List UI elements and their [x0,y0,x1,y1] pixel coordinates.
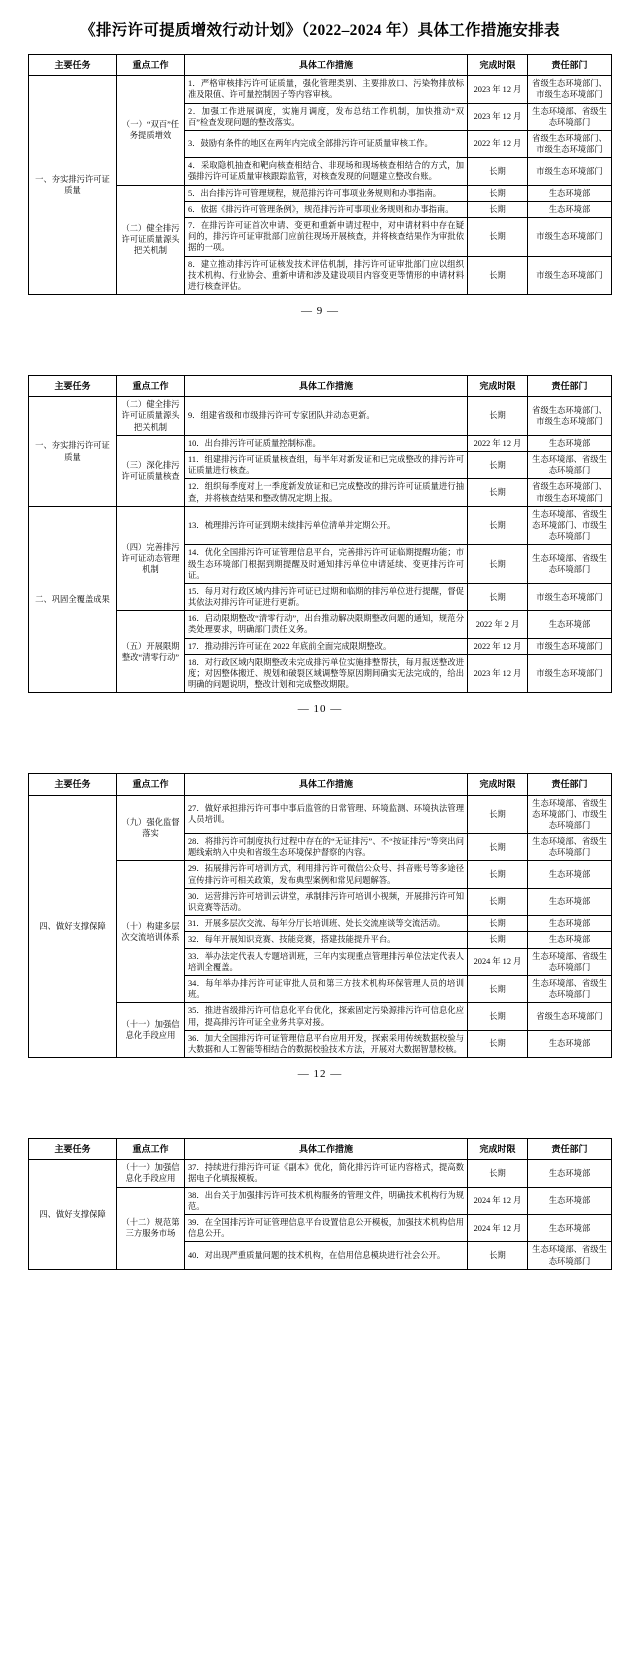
table-section-3 [0,773,640,1080]
measures-table-4 [28,1138,612,1270]
department-cell: 生态环境部、省级生态环境部门 [528,545,612,584]
deadline-cell: 2023 年 12 月 [468,103,528,130]
measure-cell: 28．将排污许可制度执行过程中存在的“无证排污”、不“按证排污”等突出问题线索纳入中央和省级生态环境保护督察的内容。 [185,834,468,861]
deadline-cell: 长期 [468,888,528,915]
column-header-focus: 重点工作 [117,774,185,795]
department-cell: 市级生态环境部门 [528,256,612,295]
table-row [29,611,612,638]
page-number: — 12 — [297,1068,343,1081]
table-row [29,185,612,201]
table-row [29,506,612,545]
deadline-cell: 长期 [468,479,528,506]
measure-cell: 14．优化全国排污许可证管理信息平台，完善排污许可证临期提醒功能；市级生态环境部门根据到期提醒及时通知排污单位申请延续、变更排污许可证。 [185,545,468,584]
focus-cell: （二）健全排污许可证质量源头把关机制 [117,397,185,436]
measure-cell: 31．开展多层次交流、每年分厅长培训班、处长交流座谈等交流活动。 [185,916,468,932]
column-header-deadline: 完成时限 [468,1139,528,1160]
column-header-department: 责任部门 [528,376,612,397]
department-cell: 市级生态环境部门 [528,158,612,185]
measure-cell: 16．启动限期整改“清零行动”，出台推动解决限期整改问题的通知，规范分类处理要求，明确部门责任义务。 [185,611,468,638]
column-header-task: 主要任务 [29,55,117,76]
department-cell: 生态环境部 [528,1160,612,1187]
deadline-cell: 2024 年 12 月 [468,1187,528,1214]
deadline-cell: 2022 年 12 月 [468,638,528,654]
column-header-measure: 具体工作措施 [185,774,468,795]
deadline-cell: 2022 年 12 月 [468,435,528,451]
department-cell: 生态环境部 [528,435,612,451]
column-header-measure: 具体工作措施 [185,1139,468,1160]
department-cell: 省级生态环境部门、市级生态环境部门 [528,130,612,157]
focus-cell: （三）深化排污许可证质量核查 [117,435,185,506]
task-cell: 一、夯实排污许可证质量 [29,76,117,295]
measure-cell: 2．加强工作进展调度，实施月调度，发布总结工作机制，加快推动“双百”检查发现问题的整改落实。 [185,103,468,130]
deadline-cell: 长期 [468,397,528,436]
table-row [29,795,612,834]
department-cell: 市级生态环境部门 [528,218,612,257]
measure-cell: 3．鼓励有条件的地区在两年内完成全部排污许可证质量审核工作。 [185,130,468,157]
measure-cell: 32．每年开展知识竞赛、技能竞赛，搭建技能提升平台。 [185,932,468,948]
column-header-task: 主要任务 [29,376,117,397]
table-row [29,861,612,888]
measure-cell: 37．持续进行排污许可证《副本》优化，简化排污许可证内容格式，提高数据电子化填报模板。 [185,1160,468,1187]
deadline-cell: 2024 年 12 月 [468,1215,528,1242]
department-cell: 市级生态环境部门 [528,654,612,693]
department-cell: 省级生态环境部门、市级生态环境部门 [528,397,612,436]
deadline-cell: 长期 [468,545,528,584]
measure-cell: 38．出台关于加强排污许可技术机构服务的管理文件，明确技术机构行为规范。 [185,1187,468,1214]
focus-cell: （九）强化监督落实 [117,795,185,861]
deadline-cell: 长期 [468,158,528,185]
column-header-department: 责任部门 [528,1139,612,1160]
table-section-2 [0,375,640,715]
measure-cell: 36．加大全国排污许可证管理信息平台应用开发，探索采用传统数据校验与大数据和人工智能等相结合的数据校验技术方法，开展对大数据智慧校核。 [185,1030,468,1057]
measure-cell: 18．对行政区域内限期整改未完成排污单位实施排整帮扶，每月报送整改进度；对因整体搬迁、规划和破裂区域调整等原因期间确实无法完成的，给出明确的问题说明，整改计划和完成整改期限。 [185,654,468,693]
measure-cell: 15．每月对行政区域内排污许可证已过期和临期的排污单位进行提醒，督促其依法对排污许可证进行更新。 [185,583,468,610]
deadline-cell: 长期 [468,975,528,1002]
focus-cell: （五）开展限期整改“清零行动” [117,611,185,693]
measure-cell: 6．依据《排污许可管理条例》，规范排污许可事项业务规则和办事指南。 [185,201,468,217]
column-header-deadline: 完成时限 [468,376,528,397]
measure-cell: 27．做好承担排污许可事中事后监管的日常管理、环境监测、环境执法管理人员培训。 [185,795,468,834]
department-cell: 市级生态环境部门 [528,638,612,654]
table-row [29,435,612,451]
measure-cell: 35．推进省级排污许可信息化平台优化，探索固定污染源排污许可信息化应用，提高排污许可证全业务共享对接。 [185,1003,468,1030]
focus-cell: （四）完善排污许可证动态管理机制 [117,506,185,611]
department-cell: 生态环境部、省级生态环境部门 [528,948,612,975]
measure-cell: 5．出台排污许可管理规程，规范排污许可事项业务规则和办事指南。 [185,185,468,201]
task-cell: 四、做好支撑保障 [29,1160,117,1270]
measure-cell: 9．组建省级和市级排污许可专家团队并动态更新。 [185,397,468,436]
measure-cell: 8．建立推动排污许可证核发技术评估机制，排污许可证审批部门应以组织技术机构、行业协会、重新申请和涉及建设项目内容变更等情形的申请材料进行核查评估。 [185,256,468,295]
department-cell: 省级生态环境部门、市级生态环境部门 [528,76,612,103]
measure-cell: 11．组建排污许可证质量核查组，每半年对新发证和已完成整改的排污许可证质量进行核查。 [185,452,468,479]
department-cell: 生态环境部 [528,932,612,948]
deadline-cell: 长期 [468,452,528,479]
page-break-1 [0,317,640,375]
page-title: 《排污许可提质增效行动计划》（2022–2024 年）具体工作措施安排表 [80,22,560,39]
department-cell: 生态环境部 [528,1187,612,1214]
department-cell: 生态环境部 [528,201,612,217]
table-row [29,1187,612,1214]
column-header-measure: 具体工作措施 [185,55,468,76]
deadline-cell: 长期 [468,861,528,888]
measure-cell: 33．举办法定代表人专题培训班，三年内实现重点管理排污单位法定代表人培训全覆盖。 [185,948,468,975]
department-cell: 市级生态环境部门 [528,583,612,610]
deadline-cell: 长期 [468,916,528,932]
column-header-task: 主要任务 [29,1139,117,1160]
table-header-row [29,376,612,397]
measure-cell: 30．运营排污许可培训云讲堂，承制排污许可培训小视频，开展排污许可知识竞赛等活动。 [185,888,468,915]
department-cell: 生态环境部、省级生态环境部门 [528,452,612,479]
measure-cell: 39．在全国排污许可证管理信息平台设置信息公开模板，加强技术机构信用信息公开。 [185,1215,468,1242]
deadline-cell: 长期 [468,795,528,834]
measure-cell: 29．拓展排污许可培训方式，利用排污许可微信公众号、抖音账号等多途径宣传排污许可相关政策，发布典型案例和常见问题解答。 [185,861,468,888]
column-header-task: 主要任务 [29,774,117,795]
deadline-cell: 长期 [468,583,528,610]
department-cell: 生态环境部 [528,611,612,638]
deadline-cell: 2024 年 12 月 [468,948,528,975]
deadline-cell: 长期 [468,506,528,545]
task-cell: 二、巩固全覆盖成果 [29,506,117,693]
column-header-department: 责任部门 [528,774,612,795]
deadline-cell: 长期 [468,1030,528,1057]
focus-cell: （一）“双百”任务提质增效 [117,76,185,186]
department-cell: 生态环境部、省级生态环境部门 [528,834,612,861]
task-cell: 四、做好支撑保障 [29,795,117,1058]
measure-cell: 12．组织每季度对上一季度新发放证和已完成整改的排污许可证质量进行抽查，并将核查结果和整改情况定期上报。 [185,479,468,506]
deadline-cell: 长期 [468,932,528,948]
focus-cell: （二）健全排污许可证质量源头把关机制 [117,185,185,295]
measure-cell: 13．梳理排污许可证到期未续排污单位清单并定期公开。 [185,506,468,545]
deadline-cell: 长期 [468,185,528,201]
table-row [29,76,612,103]
table-row [29,1160,612,1187]
department-cell: 生态环境部、省级生态环境部门、市级生态环境部门 [528,506,612,545]
measure-cell: 17．推动排污许可证在 2022 年底前全面完成限期整改。 [185,638,468,654]
measure-cell: 7．在排污许可证首次申请、变更和重新申请过程中，对申请材料中存在疑问的，排污许可证审批部门应前往现场开展核查，并将核查结果作为审批依据的一项。 [185,218,468,257]
column-header-focus: 重点工作 [117,1139,185,1160]
department-cell: 生态环境部、省级生态环境部门 [528,1242,612,1269]
table-header-row [29,1139,612,1160]
focus-cell: （十一）加强信息化手段应用 [117,1160,185,1187]
page-number: — 9 — [301,305,339,318]
department-cell: 生态环境部、省级生态环境部门 [528,103,612,130]
deadline-cell: 2023 年 12 月 [468,76,528,103]
column-header-focus: 重点工作 [117,376,185,397]
deadline-cell: 长期 [468,1003,528,1030]
department-cell: 生态环境部 [528,1030,612,1057]
measure-cell: 34．每年举办排污许可证审批人员和第三方技术机构环保管理人员的培训班。 [185,975,468,1002]
column-header-deadline: 完成时限 [468,55,528,76]
measures-table-2 [28,375,612,693]
deadline-cell: 2022 年 2 月 [468,611,528,638]
deadline-cell: 长期 [468,218,528,257]
page-break-3 [0,1080,640,1138]
measure-cell: 40．对出现严重质量问题的技术机构，在信用信息模块进行社会公开。 [185,1242,468,1269]
column-header-deadline: 完成时限 [468,774,528,795]
deadline-cell: 长期 [468,256,528,295]
department-cell: 省级生态环境部门、市级生态环境部门 [528,479,612,506]
table-section-4 [0,1138,640,1270]
focus-cell: （十二）规范第三方服务市场 [117,1187,185,1269]
measures-table-3 [28,773,612,1058]
focus-cell: （十）构建多层次交流培训体系 [117,861,185,1003]
deadline-cell: 2023 年 12 月 [468,654,528,693]
column-header-focus: 重点工作 [117,55,185,76]
table-header-row [29,774,612,795]
department-cell: 生态环境部 [528,861,612,888]
deadline-cell: 长期 [468,834,528,861]
deadline-cell: 长期 [468,1242,528,1269]
table-header-row [29,55,612,76]
department-cell: 生态环境部 [528,888,612,915]
department-cell: 省级生态环境部门 [528,1003,612,1030]
measure-cell: 1．严格审核排污许可证质量，强化管理类别、主要排放口、污染物排放标准及限值、许可量控制因子等内容审核。 [185,76,468,103]
measures-table-1 [28,54,612,295]
task-cell: 一、夯实排污许可证质量 [29,397,117,507]
table-row [29,1003,612,1030]
department-cell: 生态环境部 [528,185,612,201]
column-header-department: 责任部门 [528,55,612,76]
deadline-cell: 2022 年 12 月 [468,130,528,157]
focus-cell: （十一）加强信息化手段应用 [117,1003,185,1058]
measure-cell: 10．出台排污许可证质量控制标准。 [185,435,468,451]
measure-cell: 4．采取隐机抽查和靶向核查相结合、非现场和现场核查相结合的方式，加强排污许可证质量审核跟踪监管，对核查发现的问题建立整改台账。 [185,158,468,185]
deadline-cell: 长期 [468,201,528,217]
deadline-cell: 长期 [468,1160,528,1187]
table-row [29,397,612,436]
page-break-2 [0,715,640,773]
table-section-1 [0,54,640,317]
department-cell: 生态环境部、省级生态环境部门、市级生态环境部门 [528,795,612,834]
department-cell: 生态环境部 [528,916,612,932]
page-number: — 10 — [297,703,343,716]
department-cell: 生态环境部、省级生态环境部门 [528,975,612,1002]
department-cell: 生态环境部 [528,1215,612,1242]
column-header-measure: 具体工作措施 [185,376,468,397]
